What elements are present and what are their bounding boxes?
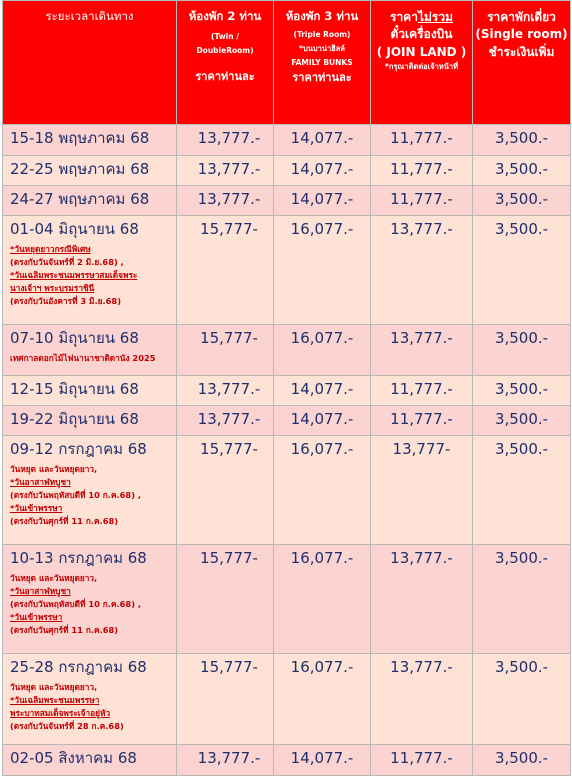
period-note: (ตรงกับวันศุกร์ที่ 11 ก.ค.68) <box>10 516 119 526</box>
period-label: 01-04 มิถุนายน 68 <box>10 220 139 238</box>
joinland-price: 11,777.- <box>390 160 453 178</box>
joinland-price: 13,777.- <box>390 658 453 676</box>
header-twin: ห้องพัก 2 ท่าน (Twin / DoubleRoom) ราคาท่านละ <box>177 1 274 125</box>
joinland-price-cell <box>371 216 473 325</box>
joinland-price-cell <box>371 376 473 406</box>
triple-price: 14,077.- <box>290 129 354 147</box>
header-triple: ห้องพัก 3 ท่าน (Triple Room) *บนบาน่าฮิลล์ FAMILY BUNKS ราคาท่านละ <box>274 1 371 125</box>
twin-price: 15,777- <box>200 549 258 567</box>
period-cell <box>3 436 177 545</box>
triple-price-cell <box>274 745 371 776</box>
triple-price-cell <box>274 156 371 186</box>
period-cell <box>3 156 177 186</box>
joinland-price-cell <box>371 156 473 186</box>
triple-price: 14,077.- <box>290 410 354 428</box>
joinland-price-cell <box>371 654 473 745</box>
period-note: *วันเฉลิมพระชนมพรรษา <box>10 695 100 705</box>
single-price-cell <box>473 545 571 654</box>
period-label: 15-18 พฤษภาคม 68 <box>10 129 150 147</box>
period-note: เทศกาลดอกไม้ไฟนานาชาติดานัง 2025 <box>10 353 156 363</box>
period-cell <box>3 406 177 436</box>
joinland-price: 13,777- <box>392 440 451 458</box>
period-note: วันหยุด และวันหยุดยาว, <box>10 573 98 583</box>
table-row <box>3 545 571 654</box>
single-price: 3,500.- <box>494 129 549 147</box>
period-label: 25-28 กรกฎาคม 68 <box>10 658 147 676</box>
twin-price-cell <box>177 654 274 745</box>
table-row <box>3 376 571 406</box>
joinland-price-cell <box>371 125 473 156</box>
joinland-price-cell <box>371 745 473 776</box>
joinland-price: 13,777.- <box>390 220 453 238</box>
period-cell <box>3 216 177 325</box>
period-note: *วันอาสาฬหบูชา <box>10 586 71 596</box>
table-row <box>3 216 571 325</box>
twin-price-cell <box>177 186 274 216</box>
triple-price: 16,077.- <box>290 658 354 676</box>
period-label: 24-27 พฤษภาคม 68 <box>10 190 150 208</box>
twin-price: 13,777.- <box>197 190 261 208</box>
triple-price-cell <box>274 125 371 156</box>
period-label: 19-22 มิถุนายน 68 <box>10 410 139 428</box>
twin-price: 13,777.- <box>197 749 261 767</box>
table-row <box>3 745 571 776</box>
period-cell <box>3 325 177 376</box>
period-note: *วันอาสาฬหบูชา <box>10 477 71 487</box>
table-row <box>3 125 571 156</box>
joinland-price: 11,777.- <box>390 380 453 398</box>
triple-price: 16,077.- <box>290 220 354 238</box>
period-note: (ตรงกับวันจันทร์ที่ 2 มิ.ย.68) , <box>10 257 124 267</box>
period-label: 02-05 สิงหาคม 68 <box>10 749 137 767</box>
period-cell <box>3 186 177 216</box>
triple-price: 14,077.- <box>290 190 354 208</box>
triple-price: 16,077.- <box>290 329 354 347</box>
single-price: 3,500.- <box>494 410 549 428</box>
period-note: *วันเข้าพรรษา <box>10 503 63 513</box>
joinland-price: 11,777.- <box>390 129 453 147</box>
twin-price-cell <box>177 156 274 186</box>
twin-price-cell <box>177 325 274 376</box>
single-price: 3,500.- <box>494 440 549 458</box>
twin-price: 15,777- <box>200 440 258 458</box>
header-joinland: ราคาไม่รวม ตั๋วเครื่องบิน ( JOIN LAND ) *กรุณาติดต่อเจ้าหน้าที่ <box>371 1 473 125</box>
triple-price: 14,077.- <box>290 160 354 178</box>
triple-price: 16,077.- <box>290 440 354 458</box>
joinland-price-cell <box>371 545 473 654</box>
period-label: 10-13 กรกฎาคม 68 <box>10 549 147 567</box>
period-label: 22-25 พฤษภาคม 68 <box>10 160 150 178</box>
twin-price: 15,777- <box>200 658 258 676</box>
single-price: 3,500.- <box>494 329 549 347</box>
joinland-price-cell <box>371 186 473 216</box>
period-note: (ตรงกับวันอังคารที่ 3 มิ.ย.68) <box>10 296 121 306</box>
joinland-price: 11,777.- <box>390 410 453 428</box>
period-cell <box>3 745 177 776</box>
period-cell <box>3 654 177 745</box>
triple-price-cell <box>274 376 371 406</box>
period-note: *วันเฉลิมพระชนมพรรษาสมเด็จพระ <box>10 270 138 280</box>
period-label: 07-10 มิถุนายน 68 <box>10 329 139 347</box>
twin-price-cell <box>177 436 274 545</box>
period-note: วันหยุด และวันหยุดยาว, <box>10 682 98 692</box>
single-price-cell <box>473 216 571 325</box>
triple-price-cell <box>274 406 371 436</box>
joinland-price: 11,777.- <box>390 749 453 767</box>
table-row <box>3 156 571 186</box>
period-note: (ตรงกับวันจันทร์ที่ 28 ก.ค.68) <box>10 721 124 731</box>
period-note: นางเจ้าฯ พระบรมราชินี <box>10 283 95 293</box>
joinland-price-cell <box>371 436 473 545</box>
single-price: 3,500.- <box>494 220 549 238</box>
twin-price: 15,777- <box>200 329 258 347</box>
triple-price: 14,077.- <box>290 749 354 767</box>
period-note: (ตรงกับวันศุกร์ที่ 11 ก.ค.68) <box>10 625 119 635</box>
twin-price-cell <box>177 545 274 654</box>
twin-price: 13,777.- <box>197 160 261 178</box>
table-row <box>3 186 571 216</box>
triple-price-cell <box>274 216 371 325</box>
single-price: 3,500.- <box>494 190 549 208</box>
period-note: พระบาทสมเด็จพระเจ้าอยู่หัว <box>10 708 111 718</box>
twin-price-cell <box>177 125 274 156</box>
twin-price: 13,777.- <box>197 380 261 398</box>
single-price-cell <box>473 745 571 776</box>
single-price-cell <box>473 406 571 436</box>
single-price-cell <box>473 436 571 545</box>
joinland-price: 13,777.- <box>390 549 453 567</box>
period-label: 09-12 กรกฎาคม 68 <box>10 440 147 458</box>
triple-price-cell <box>274 325 371 376</box>
header-row <box>3 1 571 125</box>
triple-price: 14,077.- <box>290 380 354 398</box>
period-cell <box>3 545 177 654</box>
single-price-cell <box>473 125 571 156</box>
price-table <box>2 0 571 776</box>
period-note: วันหยุด และวันหยุดยาว, <box>10 464 98 474</box>
single-price-cell <box>473 376 571 406</box>
twin-price: 13,777.- <box>197 129 261 147</box>
joinland-price: 13,777.- <box>390 329 453 347</box>
table-row <box>3 406 571 436</box>
period-label: 12-15 มิถุนายน 68 <box>10 380 139 398</box>
period-note: (ตรงกับวันพฤหัสบดีที่ 10 ก.ค.68) , <box>10 599 142 609</box>
twin-price-cell <box>177 745 274 776</box>
header-single: ราคาพักเดี่ยว (Single room) ชำระเงินเพิ่ม <box>473 1 571 125</box>
period-cell <box>3 125 177 156</box>
table-row <box>3 436 571 545</box>
triple-price-cell <box>274 436 371 545</box>
twin-price-cell <box>177 376 274 406</box>
table-row <box>3 654 571 745</box>
single-price-cell <box>473 654 571 745</box>
triple-price-cell <box>274 186 371 216</box>
twin-price: 13,777.- <box>197 410 261 428</box>
period-note: *วันเข้าพรรษา <box>10 612 63 622</box>
triple-price-cell <box>274 654 371 745</box>
single-price: 3,500.- <box>494 549 549 567</box>
single-price: 3,500.- <box>494 380 549 398</box>
joinland-price-cell <box>371 406 473 436</box>
twin-price: 15,777- <box>200 220 258 238</box>
single-price: 3,500.- <box>494 749 549 767</box>
joinland-price: 11,777.- <box>390 190 453 208</box>
single-price-cell <box>473 156 571 186</box>
single-price: 3,500.- <box>494 160 549 178</box>
period-note: (ตรงกับวันพฤหัสบดีที่ 10 ก.ค.68) , <box>10 490 142 500</box>
single-price-cell <box>473 325 571 376</box>
period-cell <box>3 376 177 406</box>
twin-price-cell <box>177 406 274 436</box>
single-price-cell <box>473 186 571 216</box>
table-row <box>3 325 571 376</box>
twin-price-cell <box>177 216 274 325</box>
triple-price: 16,077.- <box>290 549 354 567</box>
header-period: ระยะเวลาเดินทาง <box>3 1 177 125</box>
period-note: *วันหยุดยาวกรณีพิเศษ <box>10 244 91 254</box>
single-price: 3,500.- <box>494 658 549 676</box>
triple-price-cell <box>274 545 371 654</box>
joinland-price-cell <box>371 325 473 376</box>
